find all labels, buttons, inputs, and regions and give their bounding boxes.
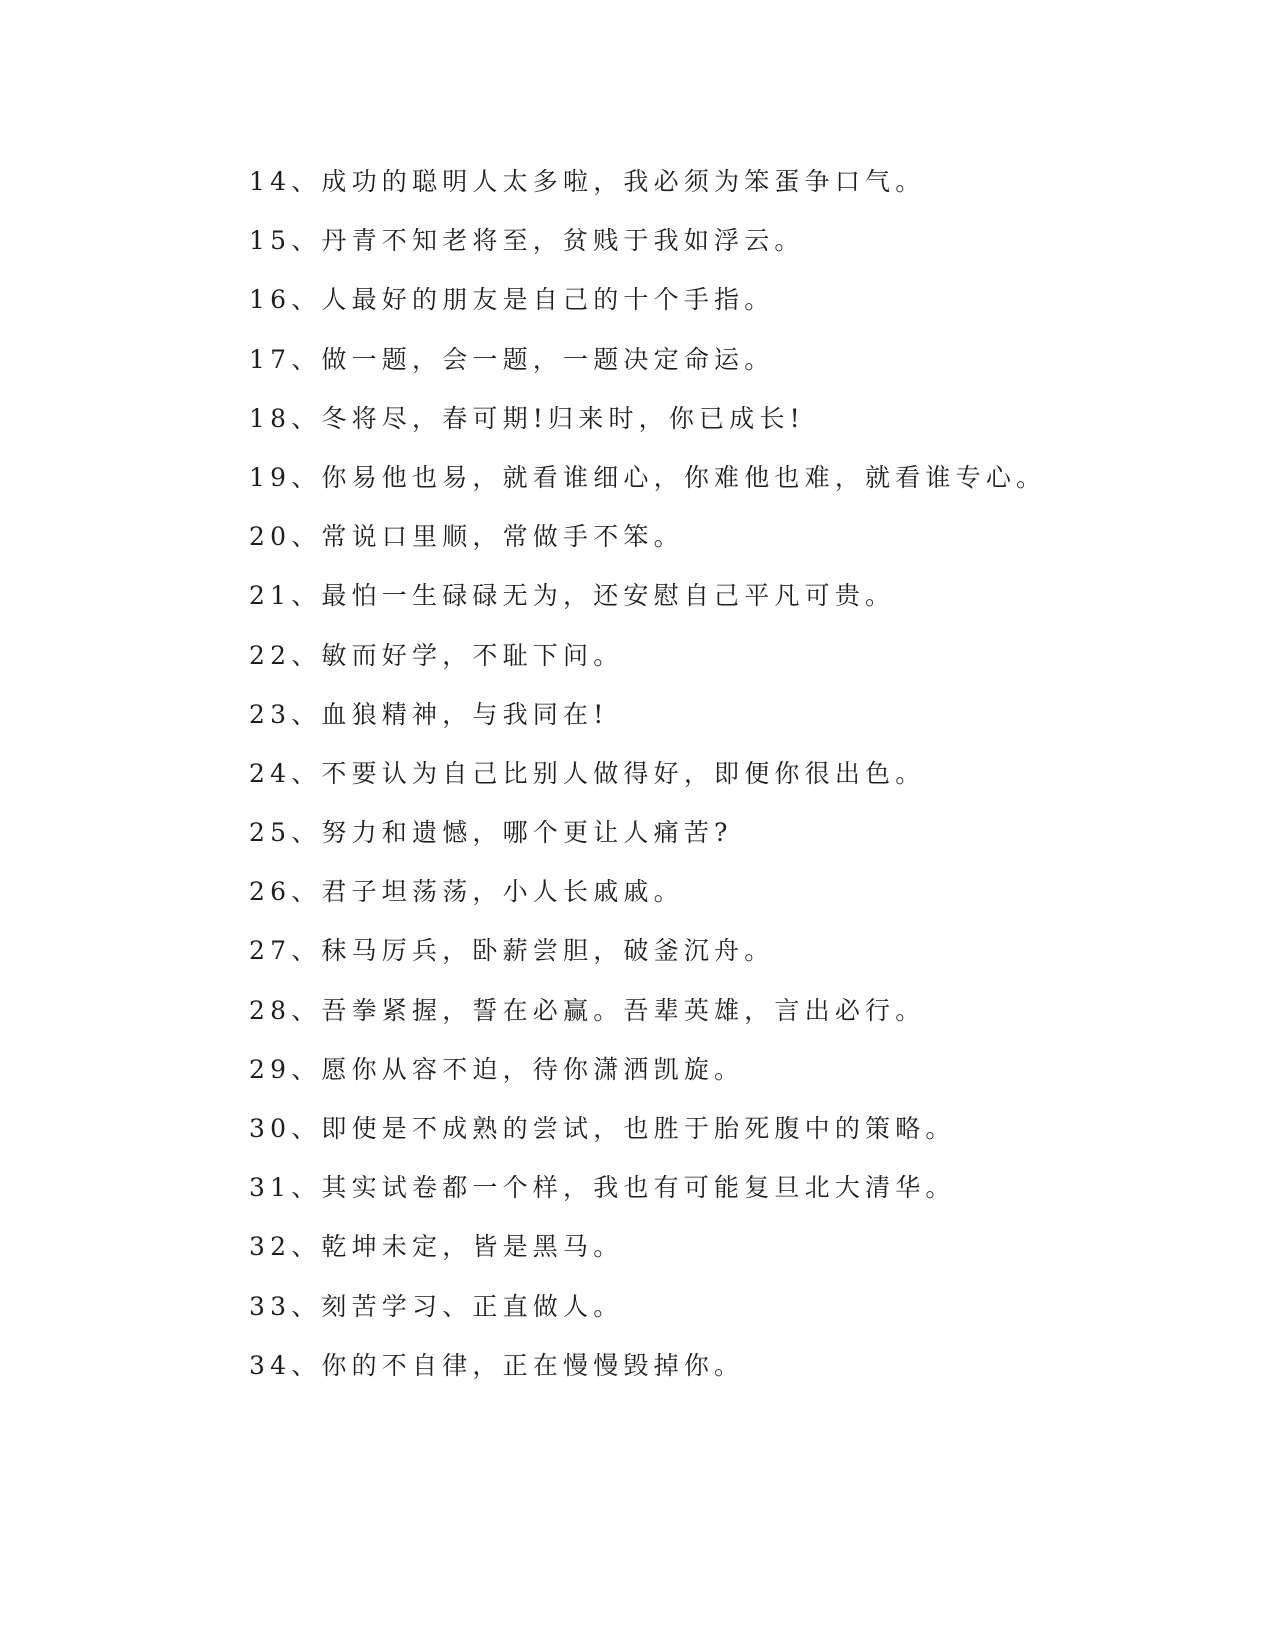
quote-line: 15、丹青不知老将至，贫贱于我如浮云。 bbox=[249, 226, 805, 256]
quote-line: 29、愿你从容不迫，待你潇洒凯旋。 bbox=[249, 1054, 745, 1084]
quote-line: 24、不要认为自己比别人做得好，即便你很出色。 bbox=[249, 758, 926, 788]
quote-line: 31、其实试卷都一个样，我也有可能复旦北大清华。 bbox=[249, 1173, 956, 1203]
quote-line: 14、成功的聪明人太多啦，我必须为笨蛋争口气。 bbox=[249, 167, 926, 196]
quote-line: 17、做一题，会一题，一题决定命运。 bbox=[249, 344, 775, 374]
quote-line: 20、常说口里顺，常做手不笨。 bbox=[249, 522, 684, 552]
quote-line: 19、你易他也易，就看谁细心，你难他也难，就看谁专心。 bbox=[249, 462, 1047, 492]
quote-line: 21、最怕一生碌碌无为，还安慰自己平凡可贵。 bbox=[249, 581, 896, 611]
quote-line: 27、秣马厉兵，卧薪尝胆，破釜沉舟。 bbox=[249, 936, 775, 966]
quote-line: 33、刻苦学习、正直做人。 bbox=[249, 1291, 624, 1321]
quote-line: 34、你的不自律，正在慢慢毁掉你。 bbox=[249, 1350, 745, 1380]
quote-line: 26、君子坦荡荡，小人长戚戚。 bbox=[249, 877, 684, 907]
quote-line: 23、血狼精神，与我同在! bbox=[249, 699, 609, 729]
quote-line: 18、冬将尽，春可期!归来时，你已成长! bbox=[249, 403, 805, 433]
quote-line: 32、乾坤未定，皆是黑马。 bbox=[249, 1232, 624, 1262]
quote-line: 30、即使是不成熟的尝试，也胜于胎死腹中的策略。 bbox=[249, 1114, 956, 1143]
quote-line: 16、人最好的朋友是自己的十个手指。 bbox=[249, 285, 775, 315]
quote-line: 22、敏而好学，不耻下问。 bbox=[249, 640, 624, 670]
quote-line: 28、吾拳紧握，誓在必赢。吾辈英雄，言出必行。 bbox=[249, 995, 926, 1025]
quote-list bbox=[249, 160, 1229, 1403]
quote-line: 25、努力和遗憾，哪个更让人痛苦? bbox=[249, 818, 733, 848]
